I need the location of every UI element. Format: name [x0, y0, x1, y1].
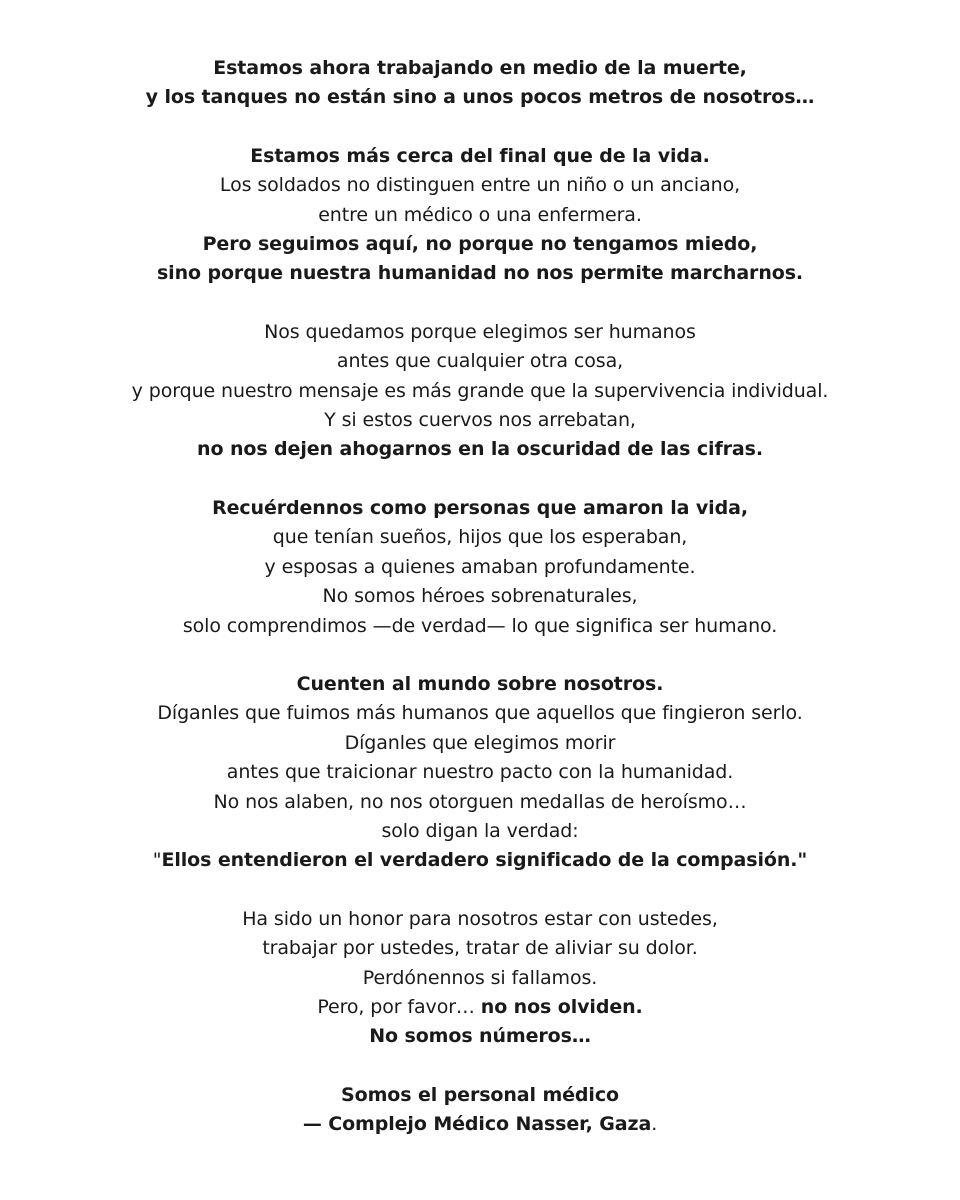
text-line: [0, 729, 960, 758]
text-line: [0, 347, 960, 376]
text-line: [0, 817, 960, 846]
stanza: [0, 1081, 960, 1140]
text-line: [0, 230, 960, 259]
regular-text: Díganles que fuimos más humanos que aquellos que fingieron serlo.: [157, 702, 803, 725]
bold-text: no nos olviden.: [480, 995, 643, 1018]
bold-text: y los tanques no están sino a unos pocos metros de nosotros…: [145, 86, 815, 109]
bold-text: Estamos más cerca del final que de la vida.: [250, 144, 710, 167]
bold-text: — Complejo Médico Nasser, Gaza: [302, 1113, 652, 1136]
text-line: [0, 142, 960, 171]
text-line: [0, 788, 960, 817]
text-line: [0, 670, 960, 699]
regular-text: .: [651, 1113, 658, 1136]
text-line: [0, 54, 960, 83]
stanza: [0, 905, 960, 1052]
regular-text: solo digan la verdad:: [381, 819, 579, 842]
text-line: [0, 259, 960, 288]
text-line: [0, 612, 960, 641]
regular-text: Pero, por favor…: [317, 995, 481, 1018]
regular-text: No nos alaben, no nos otorguen medallas de heroísmo…: [213, 790, 747, 813]
regular-text: trabajar por ustedes, tratar de aliviar su dolor.: [262, 937, 698, 960]
text-line: [0, 964, 960, 993]
text-line: [0, 905, 960, 934]
regular-text: antes que traicionar nuestro pacto con la humanidad.: [226, 761, 734, 784]
text-line: [0, 1081, 960, 1110]
letter-document: [0, 54, 960, 1169]
bold-text: no nos dejen ahogarnos en la oscuridad de las cifras.: [197, 438, 763, 461]
bold-text: Recuérdennos como personas que amaron la vida,: [212, 496, 748, 519]
stanza: [0, 494, 960, 641]
bold-text: Ellos entendieron el verdadero significado de la compasión.": [161, 849, 808, 872]
bold-text: Estamos ahora trabajando en medio de la muerte,: [213, 57, 747, 79]
text-line: [0, 494, 960, 523]
regular-text: No somos héroes sobrenaturales,: [322, 585, 638, 608]
regular-text: Díganles que elegimos morir: [344, 731, 616, 754]
bold-text: Cuenten al mundo sobre nosotros.: [296, 672, 664, 695]
text-line: [0, 846, 960, 875]
text-line: [0, 377, 960, 406]
text-line: [0, 758, 960, 787]
text-line: [0, 435, 960, 464]
regular-text: entre un médico o una enfermera.: [318, 203, 642, 226]
regular-text: solo comprendimos —de verdad— lo que significa ser humano.: [182, 614, 778, 637]
text-line: [0, 993, 960, 1022]
text-line: [0, 523, 960, 552]
regular-text: Perdónennos si fallamos.: [362, 966, 598, 989]
regular-text: Ha sido un honor para nosotros estar con ustedes,: [242, 907, 718, 930]
text-line: [0, 1110, 960, 1139]
text-line: [0, 934, 960, 963]
regular-text: antes que cualquier otra cosa,: [336, 350, 624, 373]
text-line: [0, 699, 960, 728]
text-line: [0, 83, 960, 112]
stanza: [0, 318, 960, 465]
text-line: [0, 1022, 960, 1051]
text-line: [0, 582, 960, 611]
regular-text: Y si estos cuervos nos arrebatan,: [324, 409, 636, 432]
text-line: [0, 201, 960, 230]
bold-text: Pero seguimos aquí, no porque no tengamos miedo,: [202, 233, 758, 256]
text-line: [0, 553, 960, 582]
text-line: [0, 171, 960, 200]
stanza: [0, 670, 960, 876]
text-line: [0, 406, 960, 435]
bold-text: No somos números…: [369, 1025, 591, 1048]
text-line: [0, 318, 960, 347]
regular-text: ": [152, 849, 162, 872]
stanza: [0, 54, 960, 113]
regular-text: y esposas a quienes amaban profundamente.: [264, 555, 696, 578]
bold-text: sino porque nuestra humanidad no nos permite marcharnos.: [156, 262, 804, 285]
stanza: [0, 142, 960, 289]
regular-text: Nos quedamos porque elegimos ser humanos: [264, 320, 696, 343]
regular-text: y porque nuestro mensaje es más grande que la supervivencia individual.: [131, 379, 829, 402]
regular-text: Los soldados no distinguen entre un niño o un anciano,: [219, 174, 741, 197]
bold-text: Somos el personal médico: [341, 1083, 619, 1106]
regular-text: que tenían sueños, hijos que los esperaban,: [272, 526, 688, 549]
